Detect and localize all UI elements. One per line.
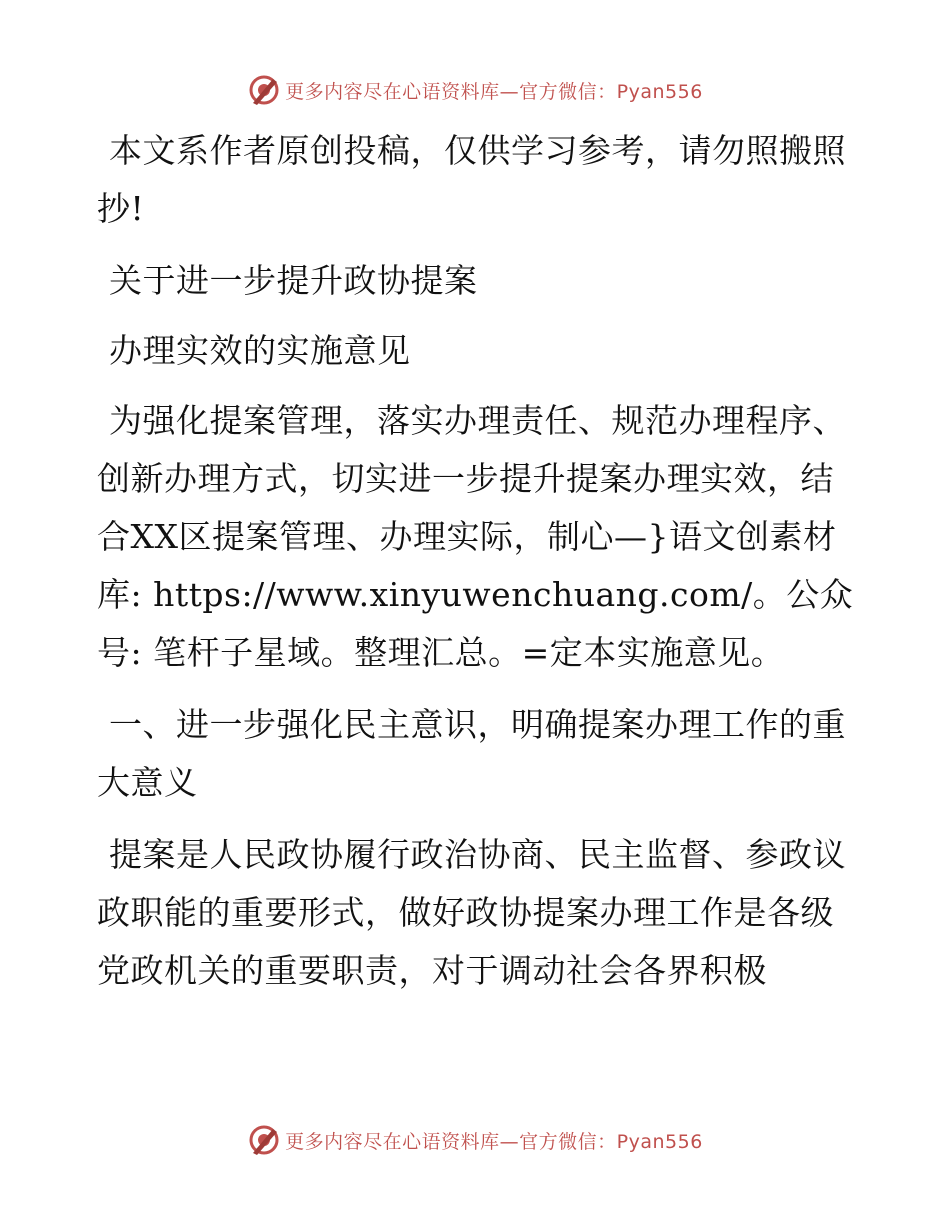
document-title-line-1: 关于进一步提升政协提案: [109, 261, 478, 300]
document-title-line-2: 办理实效的实施意见: [109, 331, 411, 370]
body-paragraph: 提案是人民政协履行政治协商、民主监督、参政议政职能的重要形式，做好政协提案办理工作是各级党政机关的重要职责，对于调动社会各界积极: [97, 835, 846, 990]
pen-logo-icon: [247, 1123, 281, 1157]
footer-banner: [0, 1120, 950, 1160]
section-heading-1: 一、进一步强化民主意识，明确提案办理工作的重大意义: [97, 705, 846, 802]
header-banner: [0, 70, 950, 110]
banner-text: 更多内容尽在心语资料库—官方微信：Pyan556: [285, 80, 703, 103]
copyright-notice: 本文系作者原创投稿，仅供学习参考，请勿照搬照抄!: [97, 131, 846, 228]
pen-logo-icon: [247, 73, 281, 107]
document-body: [97, 122, 857, 1014]
banner-text: 更多内容尽在心语资料库—官方微信：Pyan556: [285, 1130, 703, 1153]
intro-paragraph: 为强化提案管理，落实办理责任、规范办理程序、创新办理方式，切实进一步提升提案办理实效，结合XX区提案管理、办理实际，制心—}语文创素材库: https://www.xinyuwenchuang.com/。公众号: 笔杆子星域。整理汇总。=定本实施意见。: [97, 401, 854, 672]
